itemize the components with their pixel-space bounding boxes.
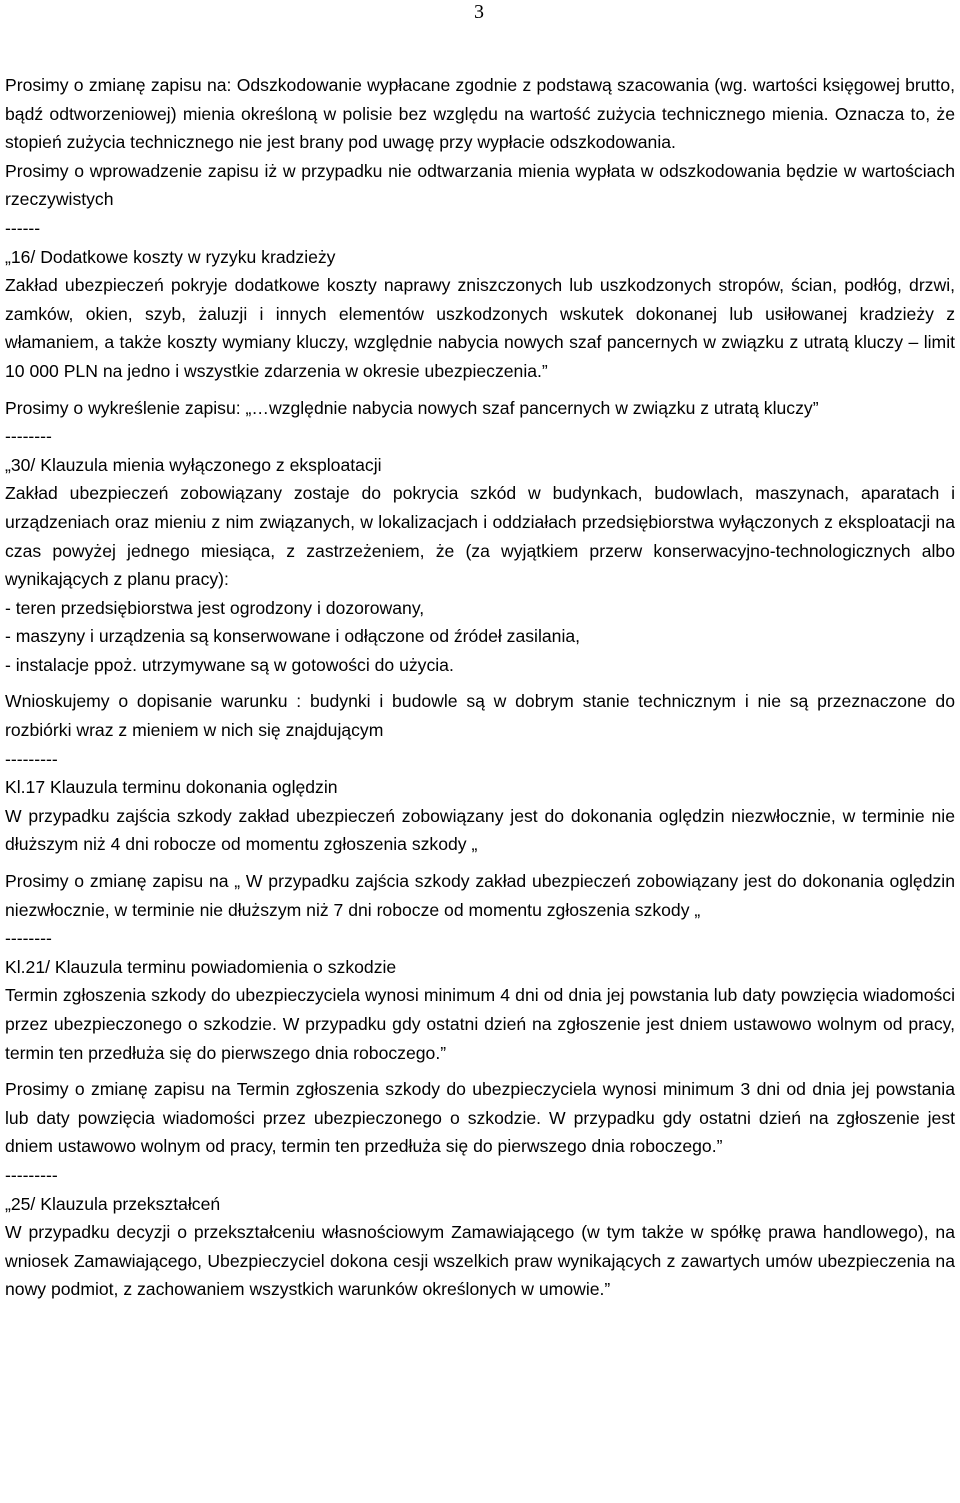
separator: -------- <box>5 928 52 949</box>
paragraph-zmiana-termin: Prosimy o zmianę zapisu na Termin zgłoszenia szkody do ubezpieczyciela wynosi minimum 3 dni od dnia jej powstania lub daty powzięcia wiadomości przez ubezpieczonego o szkodzie. W przypadku gdy ostatni dzień na zgłoszenie jest dniem ustawowo wolnym od pracy, termin ten przedłuża się do pierwszego dnia roboczego.” <box>5 1079 955 1157</box>
page-number: 3 <box>474 1 484 23</box>
list-item: - teren przedsiębiorstwa jest ogrodzony i dozorowany, <box>5 597 425 618</box>
paragraph-zmiana-ogledziny: Prosimy o zmianę zapisu na „ W przypadku zajścia szkody zakład ubezpieczeń zobowiązany jest do dokonania oględzin niezwłocznie, w terminie nie dłuższym niż 7 dni robocze od momentu zgłoszenia szkody „ <box>5 871 955 920</box>
separator: --------- <box>5 1164 58 1185</box>
document-body <box>5 71 955 1304</box>
separator: --------- <box>5 748 58 769</box>
paragraph-wprowadzenie-zapisu: Prosimy o wprowadzenie zapisu iż w przypadku nie odtwarzania mienia wypłata w odszkodowania będzie w wartościach rzeczywistych <box>5 160 955 210</box>
section-heading-16: „16/ Dodatkowe koszty w ryzyku kradzieży <box>5 246 336 267</box>
paragraph-termin-zgloszenia: Termin zgłoszenia szkody do ubezpieczyciela wynosi minimum 4 dni od dnia jej powstania lub daty powzięcia wiadomości przez ubezpieczonego o szkodzie. W przypadku gdy ostatni dzień na zgłoszenie jest dniem ustawowo wolnym od pracy, termin ten przedłuża się do pierwszego dnia roboczego.” <box>5 985 955 1063</box>
paragraph-wykreslenie-zapisu: Prosimy o wykreślenie zapisu: „…względnie nabycia nowych szaf pancernych w związku z utratą kluczy” <box>5 397 819 418</box>
paragraph-koszty-kradziezy: Zakład ubezpieczeń pokryje dodatkowe koszty naprawy zniszczonych lub uszkodzonych stropów, ścian, podłóg, drzwi, zamków, okien, szyb, żaluzji i innych elementów uszkodzonych wskutek dokonanej lub usiłowanej kradzieży z włamaniem, a także koszty wymiany kluczy, względnie nabycia nowych szaf pancernych w związku z utratą kluczy – limit 10 000 PLN na jedno i wszystkie zdarzenia w okresie ubezpieczenia.” <box>5 275 955 381</box>
paragraph-mienie-wylaczone: Zakład ubezpieczeń zobowiązany zostaje do pokrycia szkód w budynkach, budowlach, maszynach, aparatach i urządzeniach oraz mieniu z nim związanych, w lokalizacjach i oddziałach przedsiębiorstwa wyłączonych z eksploatacji na czas powyżej jednego miesiąca, z zastrzeżeniem, że (za wyjątkiem przerw konserwacyjno-technologicznych albo wynikających z planu pracy): <box>5 483 955 590</box>
section-heading-30: „30/ Klauzula mienia wyłączonego z eksploatacji <box>5 454 382 475</box>
section-heading-25: „25/ Klauzula przekształceń <box>5 1193 221 1214</box>
list-item: - instalacje ppoż. utrzymywane są w gotowości do użycia. <box>5 654 454 675</box>
separator: -------- <box>5 426 52 447</box>
paragraph-dopisanie-warunku: Wnioskujemy o dopisanie warunku : budynki i budowle są w dobrym stanie technicznym i nie są przeznaczone do rozbiórki wraz z mieniem w nich się znajdującym <box>5 691 955 741</box>
section-heading-kl17: Kl.17 Klauzula terminu dokonania oględzin <box>5 777 338 798</box>
paragraph-ogledziny: W przypadku zajścia szkody zakład ubezpieczeń zobowiązany jest do dokonania oględzin niezwłocznie, w terminie nie dłuższym niż 4 dni robocze od momentu zgłoszenia szkody „ <box>5 805 955 855</box>
section-heading-kl21: Kl.21/ Klauzula terminu powiadomienia o szkodzie <box>5 956 397 977</box>
separator: ------ <box>5 217 41 238</box>
list-item: - maszyny i urządzenia są konserwowane i odłączone od źródeł zasilania, <box>5 626 581 647</box>
paragraph-zmiana-zapisu-szacowanie: Prosimy o zmianę zapisu na: Odszkodowanie wypłacane zgodnie z podstawą szacowania (wg. wartości księgowej brutto, bądź odtworzeniowej) mienia określoną w polisie bez względu na wartość zużycia technicznego mienia. Oznacza to, że stopień zużycia technicznego nie jest brany pod uwagę przy wypłacie odszkodowania. <box>5 75 955 153</box>
paragraph-przeksztalcenia: W przypadku decyzji o przekształceniu własnościowym Zamawiającego (w tym także w spółkę prawa handlowego), na wniosek Zamawiającego, Ubezpieczyciel dokona cesji wszelkich praw wynikających z zawartych umów ubezpieczenia na nowy podmiot, z zachowaniem wszystkich warunków określonych w umowie.” <box>5 1222 955 1300</box>
